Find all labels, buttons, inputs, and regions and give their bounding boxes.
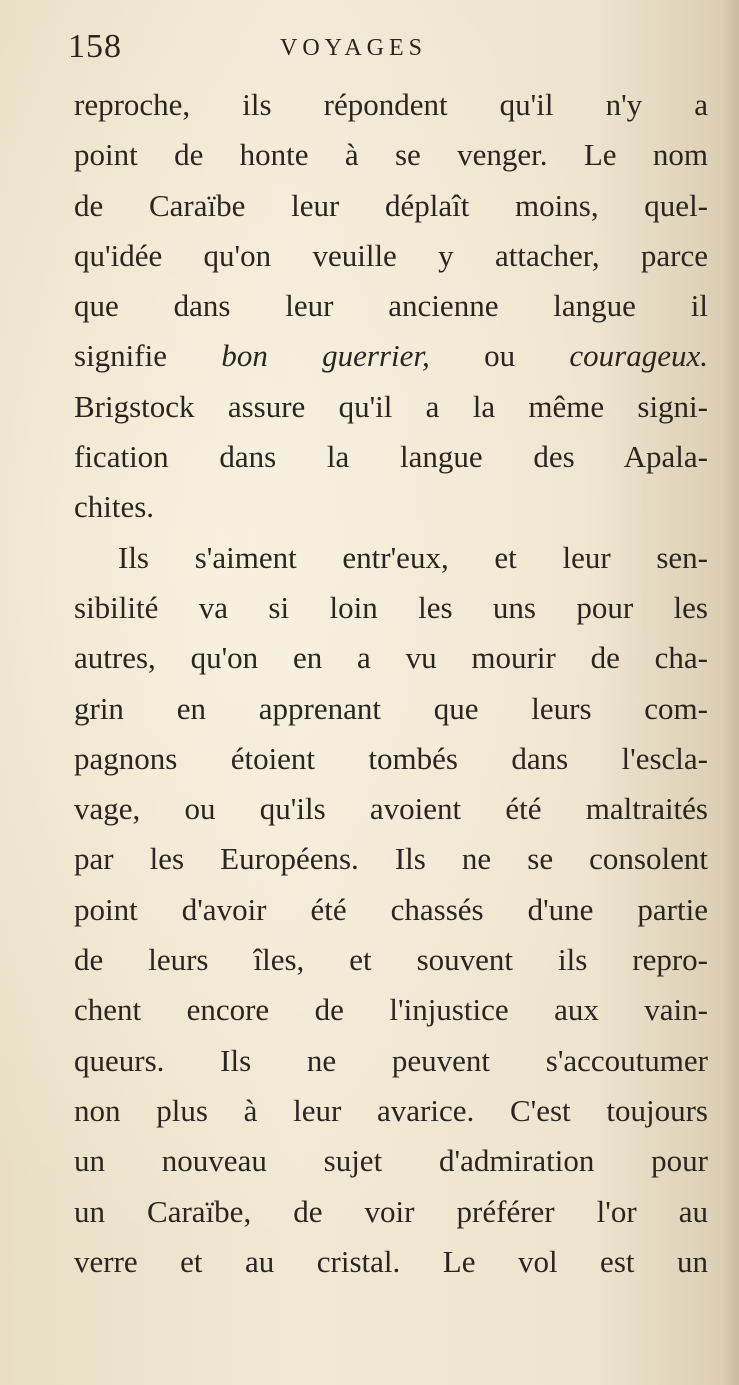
- text-line: queurs. Ils ne peuvent s'accoutumer: [74, 1042, 708, 1078]
- text-line: chites.: [74, 489, 155, 525]
- text-line: fication dans la langue des Apala-: [74, 439, 708, 475]
- page-number: 158: [68, 28, 122, 65]
- page-header: [68, 28, 708, 72]
- text-line: un Caraïbe, de voir préférer l'or au: [74, 1193, 708, 1229]
- page-edge-shadow: [723, 0, 739, 1385]
- text-line: sibilité va si loin les uns pour les: [74, 589, 708, 625]
- text-line: point d'avoir été chassés d'une partie: [74, 891, 708, 927]
- text-run: ou: [429, 338, 570, 374]
- text-line: chent encore de l'injustice aux vain-: [74, 992, 708, 1028]
- text-run: signifie: [74, 338, 222, 374]
- text-line: autres, qu'on en a vu mourir de cha-: [74, 640, 708, 676]
- text-line: reproche, ils répondent qu'il n'y a: [74, 87, 708, 122]
- italic-phrase: bon guerrier,: [221, 338, 430, 374]
- text-line: un nouveau sujet d'admiration pour: [74, 1143, 708, 1179]
- text-line: de Caraïbe leur déplaît moins, quel-: [74, 187, 708, 223]
- text-line: Brigstock assure qu'il a la même signi-: [74, 388, 708, 424]
- text-line: vage, ou qu'ils avoient été maltraités: [74, 791, 708, 827]
- italic-word: courageux.: [569, 338, 709, 374]
- text-line: [74, 331, 708, 381]
- text-line: grin en apprenant que leurs com-: [74, 690, 708, 726]
- body-text: [74, 80, 708, 1287]
- paragraph-first-line: Ils s'aiment entr'eux, et leur sen-: [118, 539, 708, 575]
- text-line: point de honte à se venger. Le nom: [74, 137, 708, 173]
- running-head: VOYAGES: [280, 35, 428, 61]
- text-line: qu'idée qu'on veuille y attacher, parce: [74, 237, 708, 273]
- text-line: de leurs îles, et souvent ils repro-: [74, 942, 708, 978]
- text-line: par les Européens. Ils ne se consolent: [74, 841, 708, 877]
- text-line: que dans leur ancienne langue il: [74, 288, 708, 324]
- text-line: pagnons étoient tombés dans l'escla-: [74, 740, 708, 776]
- text-line: verre et au cristal. Le vol est un: [74, 1243, 708, 1279]
- text-line: non plus à leur avarice. C'est toujours: [74, 1092, 708, 1128]
